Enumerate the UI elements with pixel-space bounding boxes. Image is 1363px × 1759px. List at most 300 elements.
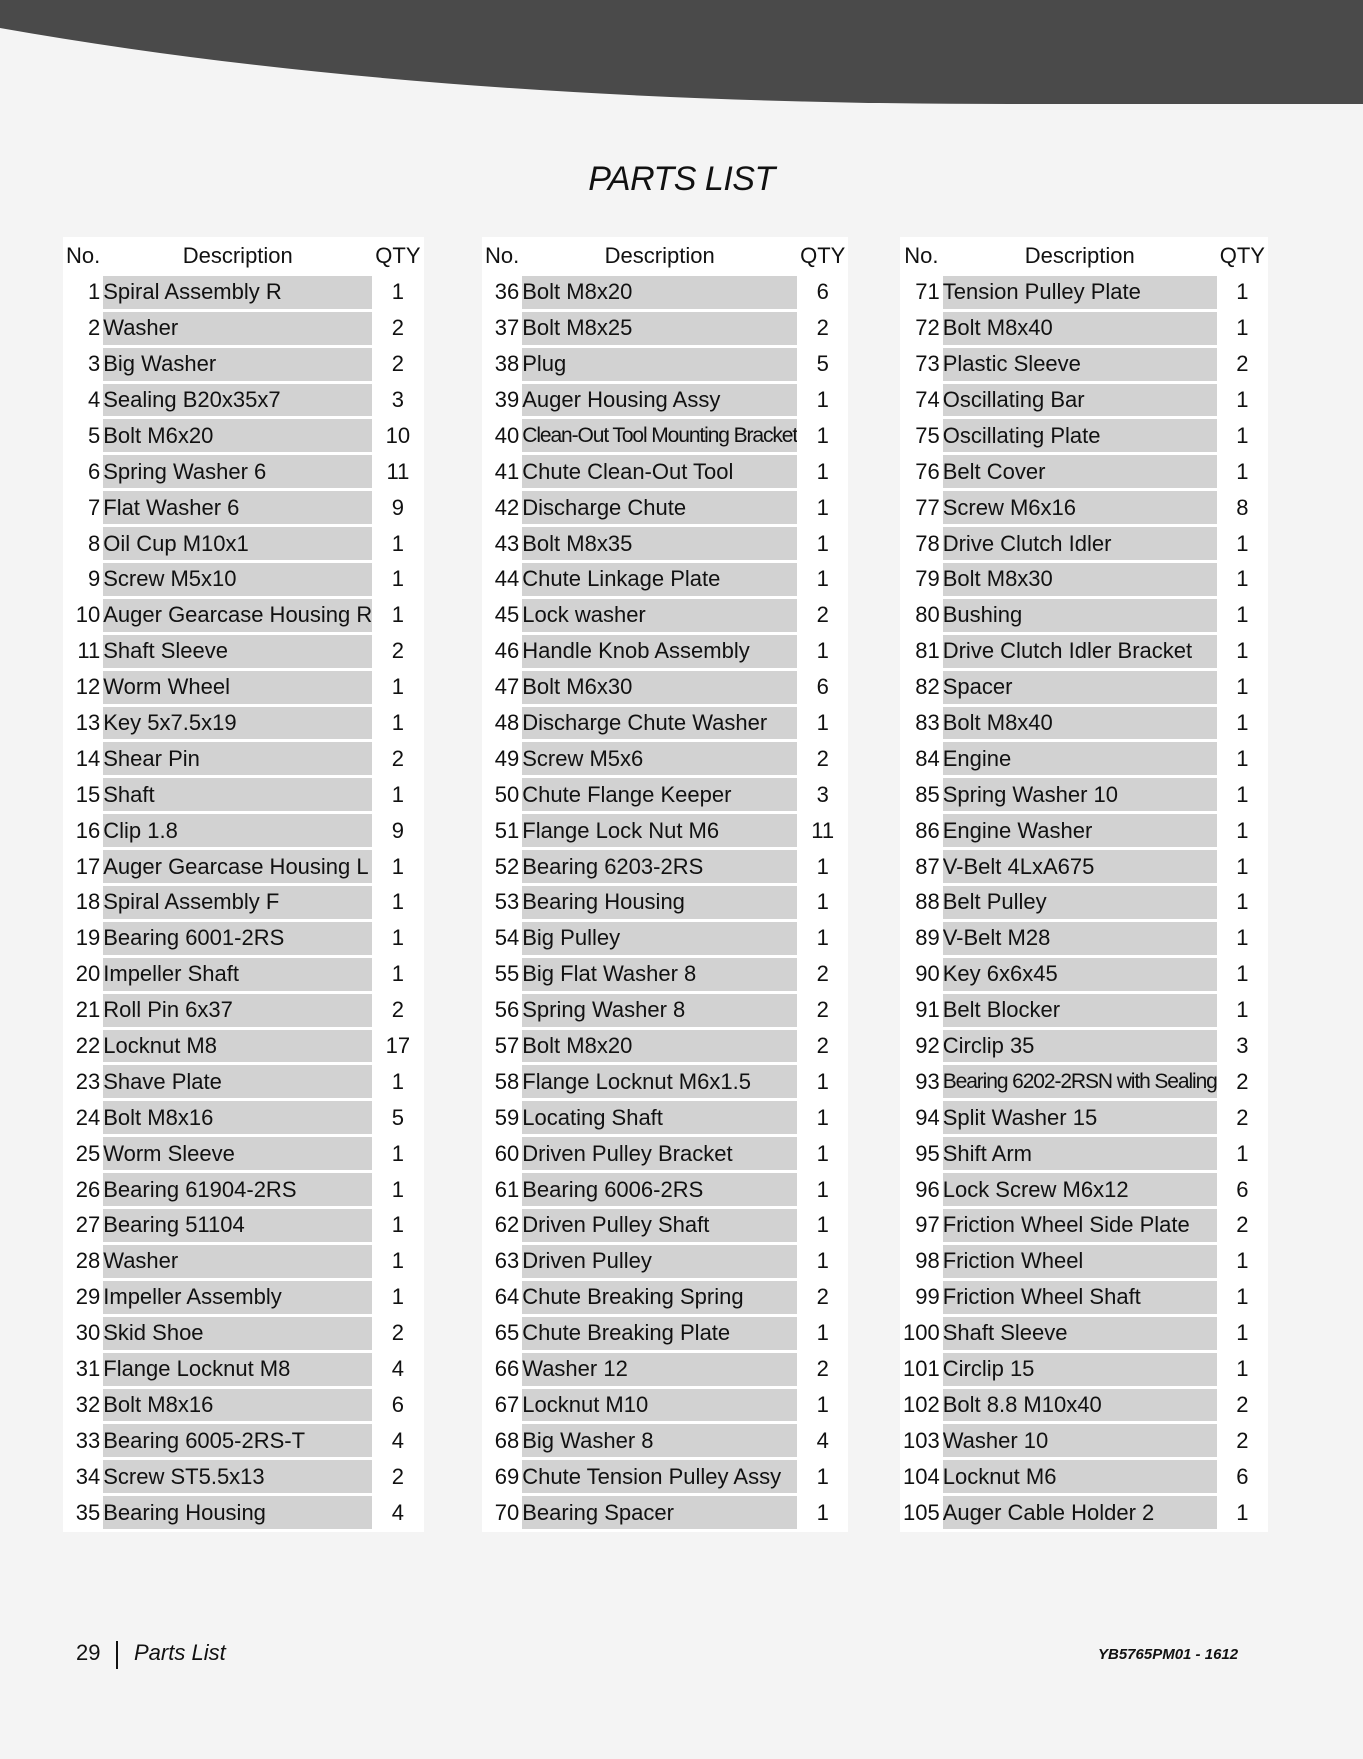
part-description: Bearing 6202-2RSN with Sealing <box>943 1065 1217 1098</box>
table-row <box>903 384 1265 417</box>
table-row <box>903 1137 1265 1170</box>
part-description: Discharge Chute <box>522 491 797 524</box>
table-row <box>903 635 1265 668</box>
part-number: 19 <box>66 922 100 955</box>
part-description: Chute Clean-Out Tool <box>522 455 797 488</box>
table-row <box>66 1389 421 1422</box>
part-quantity: 1 <box>375 707 420 740</box>
part-quantity: 1 <box>375 527 420 560</box>
table-row <box>485 384 845 417</box>
table-row <box>903 419 1265 452</box>
part-number: 46 <box>485 635 519 668</box>
part-description: Bolt M8x40 <box>943 312 1217 345</box>
table-row <box>485 1281 845 1314</box>
part-number: 52 <box>485 850 519 883</box>
part-description: Friction Wheel Shaft <box>943 1281 1217 1314</box>
table-row <box>485 707 845 740</box>
table-row <box>485 276 845 309</box>
part-number: 84 <box>903 742 940 775</box>
part-description: Spiral Assembly F <box>103 886 372 919</box>
part-number: 35 <box>66 1496 100 1529</box>
part-quantity: 4 <box>375 1353 420 1386</box>
part-description: Friction Wheel <box>943 1245 1217 1278</box>
part-description: Clip 1.8 <box>103 814 372 847</box>
table-row <box>903 922 1265 955</box>
part-description: Bolt 8.8 M10x40 <box>943 1389 1217 1422</box>
part-quantity: 1 <box>800 384 845 417</box>
table-row <box>485 455 845 488</box>
no-header: No. <box>66 240 100 273</box>
part-description: Flange Locknut M6x1.5 <box>522 1065 797 1098</box>
part-quantity: 1 <box>375 958 420 991</box>
part-number: 77 <box>903 491 940 524</box>
table-row <box>903 276 1265 309</box>
table-row <box>66 707 421 740</box>
table-row <box>485 850 845 883</box>
table-row <box>485 527 845 560</box>
part-description: Belt Blocker <box>943 994 1217 1027</box>
table-row <box>485 348 845 381</box>
part-description: Worm Sleeve <box>103 1137 372 1170</box>
table-row <box>66 814 421 847</box>
table-row <box>903 742 1265 775</box>
part-description: Auger Housing Assy <box>522 384 797 417</box>
table-row <box>66 419 421 452</box>
part-quantity: 3 <box>800 778 845 811</box>
part-quantity: 1 <box>800 1137 845 1170</box>
table-row <box>66 1173 421 1206</box>
part-number: 45 <box>485 599 519 632</box>
part-description: Bearing 6005-2RS-T <box>103 1424 372 1457</box>
part-number: 72 <box>903 312 940 345</box>
part-number: 76 <box>903 455 940 488</box>
header-band <box>0 0 1363 110</box>
table-row <box>485 1101 845 1134</box>
footer-section-title: Parts List <box>134 1640 226 1665</box>
table-row <box>903 1496 1265 1529</box>
table-header-row <box>66 240 421 273</box>
part-number: 90 <box>903 958 940 991</box>
part-number: 14 <box>66 742 100 775</box>
table-row <box>66 1209 421 1242</box>
part-quantity: 1 <box>1220 814 1265 847</box>
qty-header: QTY <box>800 240 845 273</box>
footer-divider <box>116 1641 118 1669</box>
part-quantity: 1 <box>800 1389 845 1422</box>
part-description: V-Belt M28 <box>943 922 1217 955</box>
part-number: 88 <box>903 886 940 919</box>
part-number: 51 <box>485 814 519 847</box>
table-row <box>485 886 845 919</box>
part-number: 6 <box>66 455 100 488</box>
part-quantity: 1 <box>800 527 845 560</box>
part-number: 47 <box>485 671 519 704</box>
part-description: Oil Cup M10x1 <box>103 527 372 560</box>
part-number: 102 <box>903 1389 940 1422</box>
part-quantity: 1 <box>800 419 845 452</box>
part-quantity: 1 <box>375 1209 420 1242</box>
part-quantity: 1 <box>800 1496 845 1529</box>
part-quantity: 2 <box>375 312 420 345</box>
part-number: 17 <box>66 850 100 883</box>
table-row <box>485 1245 845 1278</box>
parts-table-3 <box>900 237 1268 1532</box>
part-description: Big Washer <box>103 348 372 381</box>
part-number: 80 <box>903 599 940 632</box>
part-number: 50 <box>485 778 519 811</box>
part-number: 105 <box>903 1496 940 1529</box>
part-number: 59 <box>485 1101 519 1134</box>
table-row <box>66 527 421 560</box>
part-description: Discharge Chute Washer <box>522 707 797 740</box>
table-row <box>903 1389 1265 1422</box>
part-quantity: 1 <box>375 1065 420 1098</box>
part-quantity: 2 <box>1220 1101 1265 1134</box>
part-quantity: 1 <box>800 850 845 883</box>
table-row <box>485 1065 845 1098</box>
table-row <box>485 635 845 668</box>
part-number: 23 <box>66 1065 100 1098</box>
part-quantity: 9 <box>375 814 420 847</box>
table-row <box>903 1209 1265 1242</box>
table-row <box>903 1424 1265 1457</box>
table-row <box>485 1353 845 1386</box>
part-description: Auger Gearcase Housing L <box>103 850 372 883</box>
part-quantity: 1 <box>1220 1317 1265 1350</box>
part-description: Locating Shaft <box>522 1101 797 1134</box>
table-row <box>903 778 1265 811</box>
table-row <box>66 1281 421 1314</box>
description-header: Description <box>943 240 1217 273</box>
part-number: 83 <box>903 707 940 740</box>
table-row <box>903 1281 1265 1314</box>
table-row <box>66 312 421 345</box>
part-description: Chute Breaking Plate <box>522 1317 797 1350</box>
part-number: 55 <box>485 958 519 991</box>
part-description: Bearing 51104 <box>103 1209 372 1242</box>
table-row <box>485 1030 845 1063</box>
part-quantity: 2 <box>375 635 420 668</box>
part-number: 40 <box>485 419 519 452</box>
table-row <box>903 312 1265 345</box>
part-quantity: 2 <box>1220 1065 1265 1098</box>
part-description: Circlip 35 <box>943 1030 1217 1063</box>
part-description: Shaft Sleeve <box>103 635 372 668</box>
part-description: Big Pulley <box>522 922 797 955</box>
part-description: Lock Screw M6x12 <box>943 1173 1217 1206</box>
part-quantity: 2 <box>1220 1389 1265 1422</box>
part-number: 34 <box>66 1460 100 1493</box>
table-row <box>66 1245 421 1278</box>
part-number: 89 <box>903 922 940 955</box>
table-row <box>66 1137 421 1170</box>
part-description: Spiral Assembly R <box>103 276 372 309</box>
part-number: 32 <box>66 1389 100 1422</box>
part-quantity: 2 <box>375 1460 420 1493</box>
part-number: 87 <box>903 850 940 883</box>
part-number: 74 <box>903 384 940 417</box>
part-description: Driven Pulley Shaft <box>522 1209 797 1242</box>
part-number: 75 <box>903 419 940 452</box>
part-description: Big Washer 8 <box>522 1424 797 1457</box>
part-number: 100 <box>903 1317 940 1350</box>
part-description: Bolt M8x16 <box>103 1101 372 1134</box>
part-number: 25 <box>66 1137 100 1170</box>
part-description: Bearing 6006-2RS <box>522 1173 797 1206</box>
qty-header: QTY <box>375 240 420 273</box>
part-number: 12 <box>66 671 100 704</box>
part-number: 10 <box>66 599 100 632</box>
part-number: 3 <box>66 348 100 381</box>
no-header: No. <box>485 240 519 273</box>
table-row <box>903 1245 1265 1278</box>
part-quantity: 1 <box>1220 312 1265 345</box>
table-row <box>66 994 421 1027</box>
table-row <box>485 419 845 452</box>
part-description: Key 5x7.5x19 <box>103 707 372 740</box>
part-quantity: 17 <box>375 1030 420 1063</box>
part-quantity: 1 <box>800 1173 845 1206</box>
table-row <box>485 1173 845 1206</box>
part-description: Bearing Spacer <box>522 1496 797 1529</box>
part-quantity: 1 <box>800 1317 845 1350</box>
part-quantity: 2 <box>375 1317 420 1350</box>
table-row <box>485 1424 845 1457</box>
part-quantity: 9 <box>375 491 420 524</box>
table-row <box>485 599 845 632</box>
part-number: 54 <box>485 922 519 955</box>
part-quantity: 6 <box>800 276 845 309</box>
parts-table-2 <box>482 237 848 1532</box>
no-header: No. <box>903 240 940 273</box>
part-quantity: 1 <box>1220 563 1265 596</box>
part-quantity: 2 <box>1220 1424 1265 1457</box>
part-description: Washer <box>103 1245 372 1278</box>
part-number: 98 <box>903 1245 940 1278</box>
part-number: 37 <box>485 312 519 345</box>
table-row <box>485 1460 845 1493</box>
table-row <box>903 563 1265 596</box>
part-quantity: 1 <box>1220 886 1265 919</box>
part-description: Shave Plate <box>103 1065 372 1098</box>
table-row <box>903 1353 1265 1386</box>
table-row <box>66 886 421 919</box>
part-quantity: 1 <box>1220 850 1265 883</box>
part-quantity: 1 <box>800 922 845 955</box>
table-row <box>66 1030 421 1063</box>
part-description: Bearing 61904-2RS <box>103 1173 372 1206</box>
part-quantity: 1 <box>800 1460 845 1493</box>
table-row <box>66 563 421 596</box>
part-number: 33 <box>66 1424 100 1457</box>
part-number: 101 <box>903 1353 940 1386</box>
part-description: Key 6x6x45 <box>943 958 1217 991</box>
part-number: 82 <box>903 671 940 704</box>
part-description: Bolt M8x30 <box>943 563 1217 596</box>
table-row <box>485 671 845 704</box>
part-quantity: 2 <box>800 1281 845 1314</box>
part-description: Chute Flange Keeper <box>522 778 797 811</box>
part-quantity: 1 <box>1220 1281 1265 1314</box>
part-quantity: 6 <box>375 1389 420 1422</box>
part-quantity: 1 <box>1220 958 1265 991</box>
part-description: Bearing Housing <box>522 886 797 919</box>
table-row <box>485 491 845 524</box>
table-row <box>66 599 421 632</box>
part-number: 99 <box>903 1281 940 1314</box>
part-quantity: 2 <box>1220 1209 1265 1242</box>
part-number: 30 <box>66 1317 100 1350</box>
part-number: 68 <box>485 1424 519 1457</box>
part-number: 48 <box>485 707 519 740</box>
part-quantity: 11 <box>800 814 845 847</box>
part-quantity: 1 <box>1220 671 1265 704</box>
part-description: Handle Knob Assembly <box>522 635 797 668</box>
table-row <box>903 348 1265 381</box>
part-quantity: 1 <box>800 635 845 668</box>
part-number: 36 <box>485 276 519 309</box>
part-number: 9 <box>66 563 100 596</box>
part-number: 22 <box>66 1030 100 1063</box>
table-row <box>66 276 421 309</box>
part-quantity: 1 <box>1220 922 1265 955</box>
part-description: Bolt M8x25 <box>522 312 797 345</box>
part-number: 49 <box>485 742 519 775</box>
part-quantity: 1 <box>1220 1496 1265 1529</box>
table-row <box>485 1317 845 1350</box>
table-row <box>485 814 845 847</box>
part-description: Oscillating Plate <box>943 419 1217 452</box>
part-quantity: 1 <box>1220 1245 1265 1278</box>
parts-table-1 <box>63 237 424 1532</box>
part-description: Bushing <box>943 599 1217 632</box>
table-row <box>485 563 845 596</box>
part-number: 64 <box>485 1281 519 1314</box>
part-description: Shaft <box>103 778 372 811</box>
part-number: 97 <box>903 1209 940 1242</box>
part-description: Roll Pin 6x37 <box>103 994 372 1027</box>
part-description: Belt Cover <box>943 455 1217 488</box>
part-description: Skid Shoe <box>103 1317 372 1350</box>
part-number: 53 <box>485 886 519 919</box>
part-description: Shift Arm <box>943 1137 1217 1170</box>
part-quantity: 1 <box>1220 1137 1265 1170</box>
part-description: Screw M5x6 <box>522 742 797 775</box>
table-row <box>66 850 421 883</box>
table-row <box>66 742 421 775</box>
part-description: Shear Pin <box>103 742 372 775</box>
part-quantity: 2 <box>800 742 845 775</box>
table-row <box>485 312 845 345</box>
part-description: Drive Clutch Idler <box>943 527 1217 560</box>
part-number: 95 <box>903 1137 940 1170</box>
table-row <box>485 1137 845 1170</box>
part-quantity: 2 <box>375 742 420 775</box>
part-description: Bolt M6x30 <box>522 671 797 704</box>
part-number: 63 <box>485 1245 519 1278</box>
part-description: Bolt M6x20 <box>103 419 372 452</box>
part-quantity: 2 <box>800 1353 845 1386</box>
part-number: 31 <box>66 1353 100 1386</box>
description-header: Description <box>103 240 372 273</box>
part-description: Friction Wheel Side Plate <box>943 1209 1217 1242</box>
part-number: 67 <box>485 1389 519 1422</box>
part-number: 81 <box>903 635 940 668</box>
part-description: V-Belt 4LxA675 <box>943 850 1217 883</box>
part-quantity: 1 <box>800 886 845 919</box>
part-quantity: 1 <box>800 1101 845 1134</box>
part-description: Bolt M8x20 <box>522 276 797 309</box>
table-row <box>66 384 421 417</box>
part-number: 85 <box>903 778 940 811</box>
table-row <box>485 1389 845 1422</box>
part-quantity: 1 <box>800 455 845 488</box>
part-description: Auger Gearcase Housing R <box>103 599 372 632</box>
part-description: Locknut M10 <box>522 1389 797 1422</box>
table-row <box>485 1209 845 1242</box>
part-quantity: 4 <box>375 1496 420 1529</box>
part-number: 92 <box>903 1030 940 1063</box>
part-description: Spring Washer 8 <box>522 994 797 1027</box>
part-number: 11 <box>66 635 100 668</box>
part-description: Bolt M8x20 <box>522 1030 797 1063</box>
part-description: Locknut M8 <box>103 1030 372 1063</box>
part-number: 91 <box>903 994 940 1027</box>
description-header: Description <box>522 240 797 273</box>
part-number: 26 <box>66 1173 100 1206</box>
part-description: Flange Lock Nut M6 <box>522 814 797 847</box>
table-row <box>903 491 1265 524</box>
part-quantity: 1 <box>375 599 420 632</box>
part-quantity: 1 <box>375 671 420 704</box>
part-quantity: 1 <box>1220 419 1265 452</box>
part-number: 24 <box>66 1101 100 1134</box>
table-header-row <box>903 240 1265 273</box>
part-number: 38 <box>485 348 519 381</box>
part-number: 20 <box>66 958 100 991</box>
part-number: 18 <box>66 886 100 919</box>
part-description: Plug <box>522 348 797 381</box>
part-quantity: 1 <box>800 563 845 596</box>
part-number: 104 <box>903 1460 940 1493</box>
part-number: 65 <box>485 1317 519 1350</box>
part-description: Screw M6x16 <box>943 491 1217 524</box>
part-description: Driven Pulley <box>522 1245 797 1278</box>
part-quantity: 4 <box>800 1424 845 1457</box>
part-quantity: 1 <box>375 563 420 596</box>
table-row <box>66 1101 421 1134</box>
part-number: 93 <box>903 1065 940 1098</box>
part-quantity: 1 <box>375 1137 420 1170</box>
part-quantity: 2 <box>800 958 845 991</box>
part-description: Engine <box>943 742 1217 775</box>
part-number: 94 <box>903 1101 940 1134</box>
table-row <box>903 958 1265 991</box>
part-description: Flange Locknut M8 <box>103 1353 372 1386</box>
part-number: 7 <box>66 491 100 524</box>
part-number: 15 <box>66 778 100 811</box>
part-quantity: 1 <box>1220 455 1265 488</box>
table-row <box>66 1353 421 1386</box>
part-number: 56 <box>485 994 519 1027</box>
part-quantity: 2 <box>375 994 420 1027</box>
part-description: Bolt M8x16 <box>103 1389 372 1422</box>
part-quantity: 1 <box>375 778 420 811</box>
table-row <box>903 599 1265 632</box>
part-number: 27 <box>66 1209 100 1242</box>
page-number: 29 <box>76 1640 101 1665</box>
part-quantity: 1 <box>375 922 420 955</box>
